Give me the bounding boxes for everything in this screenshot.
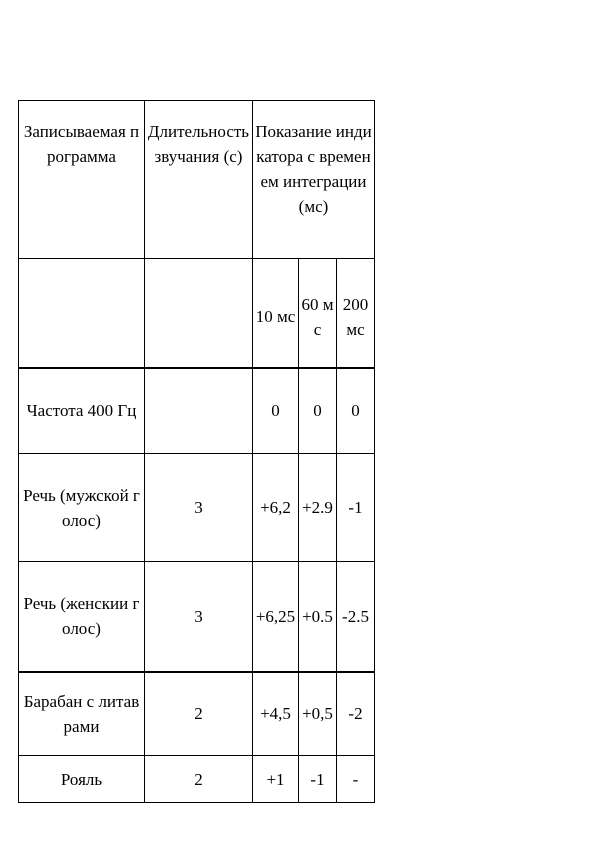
row-value-10ms: +1 [253, 756, 299, 803]
table-row [19, 672, 375, 756]
row-program: Барабан с литаврами [19, 672, 145, 756]
row-value-10ms: +6,25 [253, 562, 299, 672]
row-value-10ms: +6,2 [253, 454, 299, 562]
row-program: Частота 400 Гц [19, 368, 145, 454]
row-value-60ms: -1 [299, 756, 337, 803]
subheader-row [19, 259, 375, 368]
table-row [19, 454, 375, 562]
header-indicator: Показание индикатора с временем интеграции (мс) [253, 101, 375, 259]
row-value-60ms: +0,5 [299, 672, 337, 756]
row-value-200ms: -2.5 [337, 562, 375, 672]
subheader-empty-program [19, 259, 145, 368]
header-program: Записываемая программа [19, 101, 145, 259]
row-program: Речь (мужской голос) [19, 454, 145, 562]
measurement-table [18, 100, 375, 803]
row-duration [145, 368, 253, 454]
row-duration: 3 [145, 454, 253, 562]
row-program: Речь (женскии голос) [19, 562, 145, 672]
row-program: Рояль [19, 756, 145, 803]
header-row [19, 101, 375, 259]
row-value-10ms: +4,5 [253, 672, 299, 756]
subheader-empty-duration [145, 259, 253, 368]
row-value-10ms: 0 [253, 368, 299, 454]
table-row [19, 368, 375, 454]
header-duration: Длительность звучания (с) [145, 101, 253, 259]
row-duration: 2 [145, 756, 253, 803]
row-value-200ms: -2 [337, 672, 375, 756]
subheader-200ms: 200 мс [337, 259, 375, 368]
row-value-200ms: -1 [337, 454, 375, 562]
row-duration: 3 [145, 562, 253, 672]
row-value-200ms: - [337, 756, 375, 803]
row-value-60ms: 0 [299, 368, 337, 454]
row-duration: 2 [145, 672, 253, 756]
table-row [19, 562, 375, 672]
subheader-60ms: 60 мс [299, 259, 337, 368]
table-row [19, 756, 375, 803]
row-value-60ms: +2.9 [299, 454, 337, 562]
subheader-10ms: 10 мс [253, 259, 299, 368]
row-value-60ms: +0.5 [299, 562, 337, 672]
row-value-200ms: 0 [337, 368, 375, 454]
